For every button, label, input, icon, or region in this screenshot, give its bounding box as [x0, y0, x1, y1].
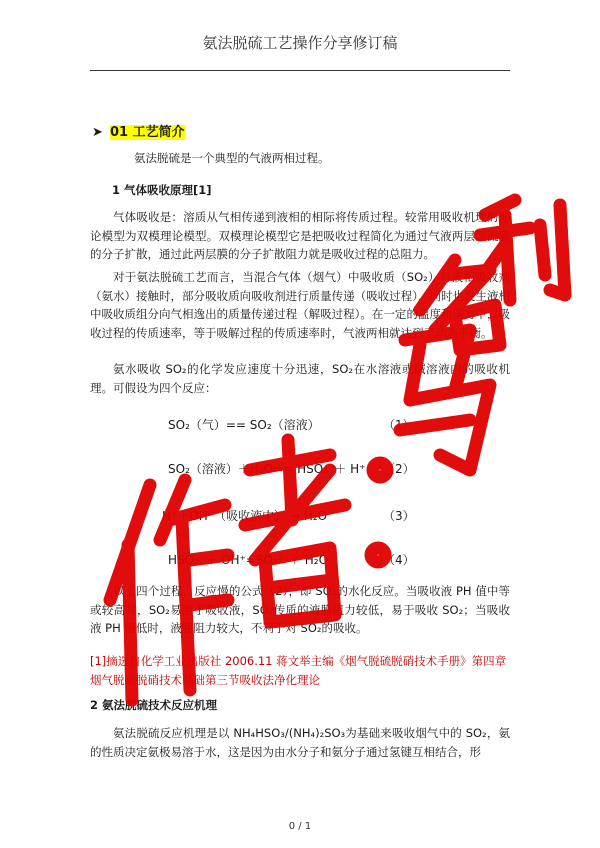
header-divider	[90, 70, 510, 71]
equation-1	[168, 416, 415, 433]
section-heading	[92, 121, 185, 140]
subsection-heading-2: 2 氨法脱硫技术反应机理	[90, 698, 218, 712]
paragraph-2: 对于氨法脱硫工艺而言，当混合气体（烟气）中吸收质（SO₂）与液相吸收剂（氨水）接触时，部分吸收质向吸收剂进行质量传递（吸收过程），同时也发生液相中吸收质组分向气相逸出的质量传递过程（解吸过程）。在一定的温度和压力下，吸收过程的传质速率，等于吸解过程的传质速率时，气液两相就达到了动态平衡。	[90, 270, 510, 340]
document-title: 氨法脱硫工艺操作分享修订稿	[202, 34, 398, 52]
paragraph-5: 氨法脱硫反应机理是以 NH₄HSO₃/(NH₄)₂SO₃为基础来吸收烟气中的 SO₂，氨的性质决定氨极易溶于水，这是因为由水分子和氨分子通过氢键互相结合，形	[90, 726, 510, 759]
paragraph-4: 以上四个过程，反应慢的公式（2），即 SO₂的水化反应。当吸收液 PH 值中等或较高时，SO₂易溶于吸收液，SO₂传质的液膜阻力较低，易于吸收 SO₂；当吸收液 PH 值低时，液膜阻力较大，不利于对 SO₂的吸收。	[90, 584, 510, 635]
equation-1-number: （1）	[383, 418, 415, 432]
intro-text: 氨法脱硫是一个典型的气液两相过程。	[134, 151, 330, 165]
equation-2	[168, 460, 415, 477]
equation-4-number: （4）	[383, 553, 415, 567]
subsection-heading-1: 1 气体吸收原理[1]	[112, 183, 212, 197]
equation-3-formula: H⁺＋OH⁻（吸收液中） → H₂O	[162, 509, 328, 523]
equation-4-formula: HSO₂⁻＋ OH⁺=SO₃²⁻＋ H₂O	[168, 553, 329, 567]
paragraph-1: 气体吸收是：溶质从气相传递到液相的相际将传质过程。较常用吸收机理的理论模型为双模理论模型。双模理论模型它是把吸收过程简化为通过气液两层层流膜的分子扩散，通过此两层膜的分子扩散阻力就是吸收过程的总阻力。	[90, 210, 510, 261]
reference-citation: [1]摘选自化学工业出版社 2006.11 蒋文举主编《烟气脱硫脱硝技术手册》第四章烟气脱硫脱硝技术基础第三节吸收法净化理论	[90, 654, 507, 687]
arrow-bullet-icon: ➤	[92, 125, 103, 140]
section-title: 01 工艺简介	[110, 125, 185, 140]
page-number: 0 / 1	[288, 821, 312, 832]
equation-3	[162, 507, 415, 524]
equation-1-formula: SO₂（气）== SO₂（溶液）	[168, 418, 320, 432]
equation-2-number: （2）	[383, 462, 415, 476]
paragraph-3: 氨水吸收 SO₂的化学发应速度十分迅速，SO₂在水溶液或碱溶液内的吸收机理。可假设为四个反应：	[90, 362, 510, 395]
equation-2-formula: SO₂（溶液）＋H₂O== HSO₃⁻＋ H⁺	[168, 462, 366, 476]
equation-3-number: （3）	[383, 509, 415, 523]
equation-4	[168, 551, 415, 568]
